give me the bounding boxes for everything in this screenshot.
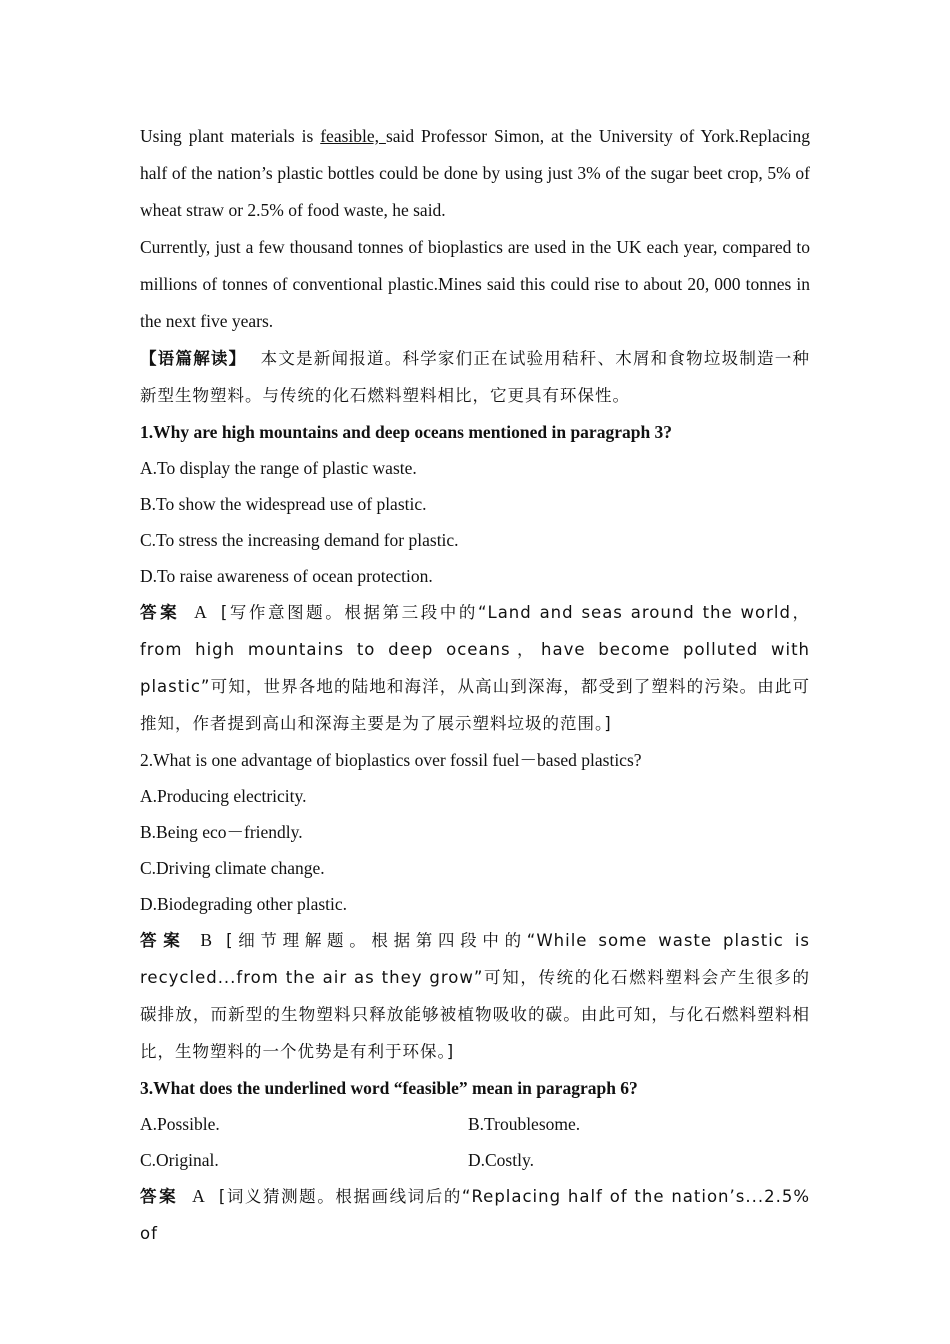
question-2-stem xyxy=(140,742,810,778)
answer-explanation: [细节理解题。根据第四段中的“While some waste plastic is recycled...from the air as they grow”可知，传统的化石燃料塑料会产生很多的碳排放，而新型的生物塑料只释放能够被植物吸收的碳。由此可知，与化石燃料塑料相比，生物塑料的一个优势是有利于环保。] xyxy=(140,931,811,1061)
question-text: .What does the underlined word “feasible” mean in paragraph 6? xyxy=(148,1078,638,1098)
answer-letter: A xyxy=(194,602,207,622)
underlined-word-feasible: feasible, xyxy=(320,126,386,146)
answer-letter: A xyxy=(192,1186,205,1206)
question-3-option-d: D.Costly. xyxy=(468,1150,534,1170)
question-1-stem xyxy=(140,414,810,450)
question-1-option-b: B.To show the widespread use of plastic. xyxy=(140,494,427,514)
passage-analysis xyxy=(140,340,810,414)
question-number: 1 xyxy=(140,422,149,442)
answer-label: 答案 xyxy=(140,603,181,622)
question-2-option-b: B.Being eco－friendly. xyxy=(140,822,303,842)
passage-paragraph-6 xyxy=(140,118,810,229)
p6-text-start: Using plant materials is xyxy=(140,126,321,146)
question-3-option-b: B.Troublesome. xyxy=(468,1114,581,1134)
question-1-answer xyxy=(140,594,810,742)
question-2-answer xyxy=(140,922,810,1070)
question-3-options-row-1 xyxy=(140,1106,810,1142)
analysis-label: 【语篇解读】 xyxy=(140,349,247,368)
question-number: 2 xyxy=(140,750,149,770)
answer-label: 答案 xyxy=(140,931,187,950)
answer-label: 答案 xyxy=(140,1187,179,1206)
question-2-option-a: A.Producing electricity. xyxy=(140,786,307,806)
answer-letter: B xyxy=(200,930,213,950)
question-text: .What is one advantage of bioplastics over fossil fuel－based plastics? xyxy=(148,750,642,770)
question-2-option-d: D.Biodegrading other plastic. xyxy=(140,894,348,914)
question-3-options-row-2 xyxy=(140,1142,810,1178)
passage-paragraph-7: Currently, just a few thousand tonnes of bioplastics are used in the UK each year, compared to millions of tonnes of conventional plastic.Mines said this could rise to about 20, 000 tonnes in the next five years. xyxy=(140,237,810,331)
answer-explanation: [词义猜测题。根据画线词后的“Replacing half of the nation’s...2.5% of xyxy=(140,1187,810,1243)
p6-text-rest: said Professor Simon, at the University of York.Replacing half of the nation’s plastic bottles could be done by using just 3% of the sugar beet crop, 5% of wheat straw or 2.5% of food waste, he said. xyxy=(140,126,810,220)
question-number: 3 xyxy=(140,1078,149,1098)
question-2-option-c: C.Driving climate change. xyxy=(140,858,325,878)
question-3-option-c: C.Original. xyxy=(140,1150,219,1170)
question-1-option-c: C.To stress the increasing demand for plastic. xyxy=(140,530,459,550)
question-text: .Why are high mountains and deep oceans mentioned in paragraph 3? xyxy=(148,422,673,442)
document-page xyxy=(140,118,810,1252)
question-3-stem xyxy=(140,1070,810,1106)
question-1-option-a: A.To display the range of plastic waste. xyxy=(140,458,417,478)
question-3-answer xyxy=(140,1178,810,1252)
answer-explanation: [写作意图题。根据第三段中的“Land and seas around the world，from high mountains to deep oceans，have become polluted with plastic”可知，世界各地的陆地和海洋，从高山到深海，都受到了塑料的污染。由此可推知，作者提到高山和深海主要是为了展示塑料垃圾的范围。] xyxy=(140,603,810,733)
question-3-option-a: A.Possible. xyxy=(140,1114,220,1134)
question-1-option-d: D.To raise awareness of ocean protection. xyxy=(140,566,433,586)
analysis-text: 本文是新闻报道。科学家们正在试验用秸秆、木屑和食物垃圾制造一种新型生物塑料。与传统的化石燃料塑料相比，它更具有环保性。 xyxy=(140,349,811,405)
